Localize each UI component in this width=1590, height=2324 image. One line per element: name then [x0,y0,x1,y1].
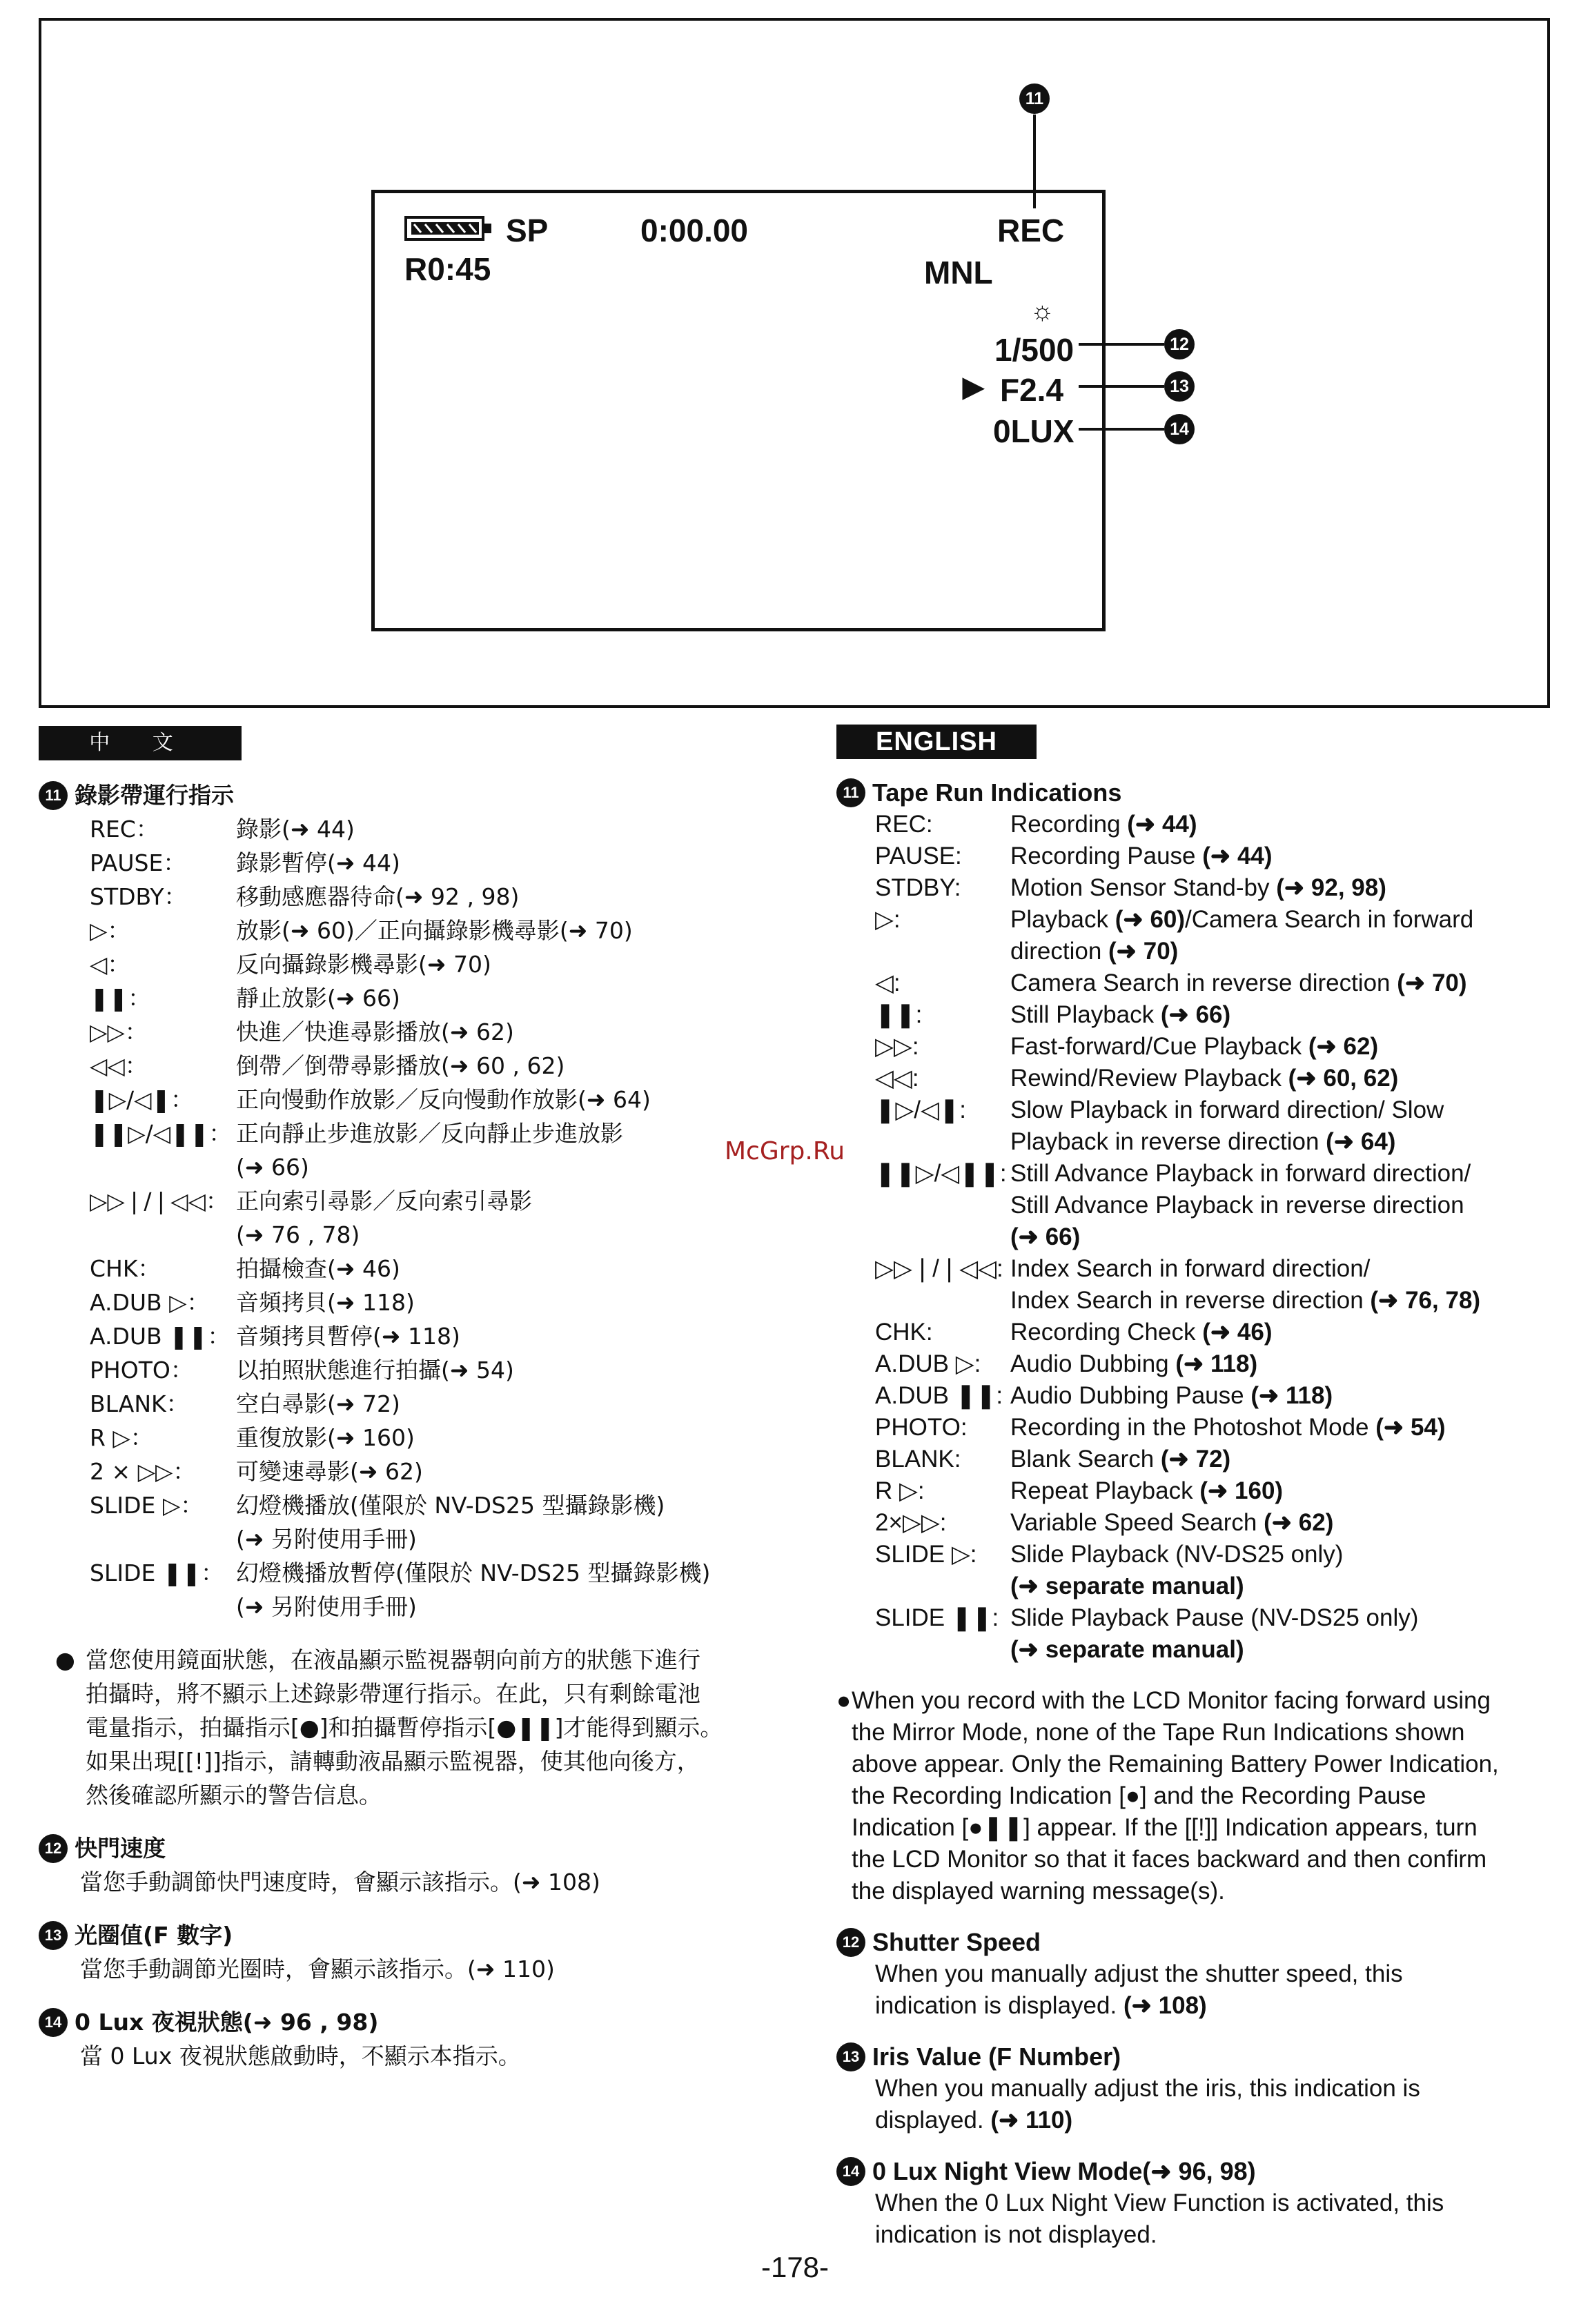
indication-label: R ▷： [90,1424,153,1451]
description-line: 音頻拷貝(➜ 118) [236,1289,415,1316]
description-line [1010,840,1568,872]
manual-mode-indicator: MNL [924,255,993,290]
indication-row [836,999,1568,1031]
page-ref: (➜ 66) [1160,1001,1231,1028]
indication-description [236,1319,791,1353]
section-number-12: 12 [39,1834,68,1863]
indication-label: SLIDE ❚❚： [90,1559,224,1586]
page-ref: (➜ 76, 78) [1370,1287,1481,1314]
en-section-11-heading: Tape Run Indications [872,778,1122,807]
description-text: Still Advance Playback in forward direction/ [1010,1160,1471,1187]
lcd-screen [371,190,1106,631]
indication-description [1010,1031,1568,1063]
description-line: 重復放影(➜ 160) [236,1424,415,1451]
english-column [836,725,1568,2251]
note-line: 然後確認所顯示的警告信息。 [86,1782,382,1809]
description-line [1010,1539,1568,1570]
description-line: 錄影(➜ 44) [236,816,355,843]
indication-row [39,914,791,947]
indication-label: 2 × ▷▷： [90,1458,196,1485]
section-number-14: 14 [836,2157,865,2186]
description-text: Still Advance Playback in reverse direction [1010,1192,1464,1219]
indication-row [39,1049,791,1083]
indication-row [836,1412,1568,1444]
description-line: 可變速尋影(➜ 62) [236,1458,423,1485]
indication-description [236,1353,791,1387]
indication-row [39,1353,791,1387]
zh-section-14-title [39,2005,791,2039]
indication-label: ❚▷/◁❚： [90,1086,194,1113]
body-line: When the 0 Lux Night View Function is activated, this [875,2189,1444,2216]
chinese-column [39,725,791,2073]
note-bullet: ● [836,1687,852,1714]
indication-row [39,1556,791,1624]
en-section-14-heading: 0 Lux Night View Mode [872,2157,1143,2185]
indication-row [39,1319,791,1353]
tape-mode-indicator: SP [506,213,549,248]
page-ref: (➜ 72) [1160,1446,1231,1473]
indication-description [1010,999,1568,1031]
indication-label: ❚❚: [875,1001,923,1028]
remaining-tape: R0:45 [404,251,491,287]
zh-section-13-title [39,1918,791,1952]
page-ref: (➜ 60) [1115,906,1186,933]
indication-label: ▷： [90,917,130,944]
description-line: (➜ 另附使用手冊) [236,1593,417,1620]
indication-label: ▷: [875,906,901,933]
indication-description [236,1488,791,1556]
leader-line-13 [1079,385,1164,388]
indication-description [236,914,791,947]
indication-label: 2×▷▷: [875,1509,947,1536]
zh-indication-list [39,812,791,1624]
note-line: above appear. Only the Remaining Battery Power Indication, [852,1751,1499,1778]
indication-label: SLIDE ▷: [875,1541,977,1568]
indication-row [39,1184,791,1252]
indication-label: ◁： [90,951,130,978]
section-number-12: 12 [836,1928,865,1957]
page-ref: (➜ 118) [1250,1382,1333,1409]
body-text: displayed. [875,2107,991,2134]
section-number-14: 14 [39,2008,68,2037]
indication-label: ❚❚▷/◁❚❚: [875,1160,1007,1187]
indication-label: PAUSE: [875,843,962,869]
page-ref: (➜ 92, 98) [1276,874,1386,901]
zh-section-12-heading: 快門速度 [75,1835,166,1862]
note-line: Indication [●❚❚] appear. If the [[!]] Indication appears, turn [852,1814,1478,1841]
description-text: Index Search in reverse direction [1010,1287,1371,1314]
indication-row [39,1387,791,1421]
zh-section-14-body: 當 0 Lux 夜視狀態啟動時，不顯示本指示。 [80,2042,521,2069]
description-line: (➜ 66) [236,1154,309,1181]
indication-description [236,1455,791,1488]
indication-label: ◁◁: [875,1065,919,1092]
indication-description [236,1083,791,1116]
watermark: McGrp.Ru [725,1137,845,1165]
description-line: 拍攝檢查(➜ 46) [236,1255,400,1282]
description-text: Recording Check [1010,1319,1203,1346]
indication-row [39,1252,791,1286]
description-text: Playback in reverse direction [1010,1128,1326,1155]
indication-row [836,1602,1568,1666]
description-text: Index Search in forward direction/ [1010,1255,1371,1282]
description-line: 快進／快進尋影播放(➜ 62) [236,1018,514,1045]
indication-description [236,880,791,914]
iris-marker-icon: ▶ [963,372,984,402]
body-text: indication is displayed. [875,1992,1123,2019]
indication-description [236,1184,791,1252]
callout-12: 12 [1164,329,1195,360]
indication-label: REC： [90,816,159,843]
english-language-tag: ENGLISH [836,725,1037,759]
indication-label: A.DUB ▷: [875,1350,981,1377]
indication-label: ▷▷❘/❘◁◁： [90,1188,228,1214]
indication-description [1010,904,1568,967]
indication-row [39,1015,791,1049]
indication-label: ◁: [875,969,901,996]
description-line: 靜止放影(➜ 66) [236,985,400,1012]
description-line: 正向慢動作放影／反向慢動作放影(➜ 64) [236,1086,651,1113]
note-line: the Mirror Mode, none of the Tape Run Indications shown [852,1719,1465,1746]
page-ref: (➜ separate manual) [1010,1636,1244,1663]
description-text: Blank Search [1010,1446,1161,1473]
indication-label: STDBY： [90,883,187,910]
page-ref: (➜ 44) [1202,843,1273,869]
note-line: the Recording Indication [●] and the Recording Pause [852,1782,1426,1809]
en-section-11-title [836,777,1568,809]
description-line [1010,1063,1568,1094]
description-line [1010,1285,1568,1317]
indication-description [1010,1253,1568,1317]
indication-row [39,1286,791,1319]
indication-row [836,1094,1568,1158]
note-bullet: ● [55,1646,75,1673]
note-line: 拍攝時，將不顯示上述錄影帶運行指示。在此，只有剩餘電池 [86,1680,700,1707]
page-ref: (➜ 62) [1264,1509,1334,1536]
indication-row [836,1475,1568,1507]
indication-description [1010,1507,1568,1539]
description-text: Recording in the Photoshot Mode [1010,1414,1376,1441]
indication-row [39,1455,791,1488]
description-line [1010,872,1568,904]
indication-row [836,1253,1568,1317]
indication-description [236,1015,791,1049]
indication-description [236,1556,791,1624]
body-line: When you manually adjust the shutter speed, this [875,1960,1403,1987]
indication-label: SLIDE ▷： [90,1492,204,1519]
zh-section-13-body: 當您手動調節光圈時，會顯示該指示。(➜ 110) [80,1956,555,1982]
section-number-13: 13 [836,2042,865,2071]
description-text: Variable Speed Search [1010,1509,1264,1536]
description-line [1010,1253,1568,1285]
indication-row [836,1031,1568,1063]
description-line: 錄影暫停(➜ 44) [236,849,400,876]
description-text: Recording Pause [1010,843,1203,869]
indication-description [236,1421,791,1455]
page-ref: (➜ 96, 98) [1142,2157,1256,2185]
indication-row [836,904,1568,967]
description-line [1010,1126,1568,1158]
page-ref: (➜ 54) [1375,1414,1446,1441]
note-line: 當您使用鏡面狀態，在液晶顯示監視器朝向前方的狀態下進行 [86,1646,700,1673]
indication-label: BLANK: [875,1446,961,1473]
indication-description [1010,809,1568,840]
battery-icon [404,215,494,242]
indication-description [236,947,791,981]
description-text: Slide Playback (NV-DS25 only) [1010,1541,1344,1568]
callout-13: 13 [1164,371,1195,402]
indication-description [1010,967,1568,999]
en-section-14-body [836,2187,1568,2251]
page-ref: (➜ 108) [1123,1992,1207,2019]
description-text: Audio Dubbing Pause [1010,1382,1251,1409]
description-line [1010,1348,1568,1380]
body-line [875,1990,1568,2022]
indication-label: A.DUB ▷： [90,1289,210,1316]
page-ref: (➜ 160) [1199,1477,1284,1504]
indication-label: BLANK： [90,1390,189,1417]
page-ref: (➜ 118) [1175,1350,1258,1377]
zh-section-11-heading: 錄影帶運行指示 [75,782,234,809]
indication-label: A.DUB ❚❚: [875,1382,1003,1409]
description-line [1010,904,1568,936]
indication-row [39,981,791,1015]
indication-label: ▷▷❘/❘◁◁: [875,1255,1003,1282]
note-line: When you record with the LCD Monitor facing forward using [852,1687,1491,1714]
description-line: (➜ 76 , 78) [236,1221,360,1248]
en-section-13-body [836,2073,1568,2136]
indication-label: PHOTO: [875,1414,968,1441]
indication-row [39,1083,791,1116]
page-ref: (➜ 64) [1326,1128,1396,1155]
zh-section-11-title [39,778,791,812]
description-line: 幻燈機播放暫停(僅限於 NV-DS25 型攝錄影機) [236,1559,711,1586]
description-line: 正向索引尋影／反向索引尋影 [236,1188,532,1214]
indication-description [1010,872,1568,904]
indication-description [1010,1539,1568,1602]
note-line: the LCD Monitor so that it faces backward and then confirm [852,1846,1487,1873]
description-line: 空白尋影(➜ 72) [236,1390,400,1417]
description-line: (➜ 另附使用手冊) [236,1526,417,1553]
indication-row [836,1380,1568,1412]
description-line: 移動感應器待命(➜ 92 , 98) [236,883,520,910]
en-section-12-title [836,1927,1568,1958]
shutter-speed-value: 1/500 [994,332,1074,368]
description-line [1010,1094,1568,1126]
indication-description [236,1049,791,1083]
en-mirror-mode-note [836,1685,1568,1907]
indication-label: CHK: [875,1319,933,1346]
description-line: 音頻拷貝暫停(➜ 118) [236,1323,460,1350]
indication-label: SLIDE ❚❚: [875,1604,999,1631]
indication-description [1010,1317,1568,1348]
indication-description [236,812,791,846]
indication-description [236,1387,791,1421]
indication-row [836,840,1568,872]
indication-row [39,1116,791,1184]
description-line [1010,999,1568,1031]
page-ref: (➜ 60, 62) [1288,1065,1399,1092]
leader-line-14 [1079,428,1164,431]
indication-label: PHOTO： [90,1357,193,1383]
en-section-14-title [836,2156,1568,2187]
callout-14: 14 [1164,414,1195,444]
indication-row [836,1348,1568,1380]
description-line [1010,1317,1568,1348]
indication-row [836,1317,1568,1348]
indication-row [836,1444,1568,1475]
indication-description [1010,1412,1568,1444]
zh-section-13-heading: 光圈值(F 數字) [75,1922,233,1949]
page-ref: (➜ 70) [1108,938,1179,965]
indication-row [39,947,791,981]
description-line [1010,1380,1568,1412]
description-line: 正向靜止步進放影／反向靜止步進放影 [236,1120,623,1147]
section-number-13: 13 [39,1921,68,1950]
section-number-11: 11 [836,778,865,807]
en-section-13-title [836,2041,1568,2073]
indication-description [236,981,791,1015]
indication-row [836,1158,1568,1253]
description-line: 倒帶／倒帶尋影播放(➜ 60 , 62) [236,1052,565,1079]
en-section-12-heading: Shutter Speed [872,1928,1041,1956]
description-line: 反向攝錄影機尋影(➜ 70) [236,951,491,978]
description-line: 放影(➜ 60)／正向攝錄影機尋影(➜ 70) [236,917,633,944]
description-line: 幻燈機播放(僅限於 NV-DS25 型攝錄影機) [236,1492,665,1519]
indication-label: ❚▷/◁❚: [875,1096,966,1123]
description-text: Playback [1010,906,1115,933]
page-ref: (➜ 46) [1202,1319,1273,1346]
body-line [875,2105,1568,2136]
indication-description [1010,1475,1568,1507]
indication-label: ▷▷： [90,1018,148,1045]
page-ref: (➜ 66) [1010,1223,1081,1250]
indication-row [836,1063,1568,1094]
indication-row [39,846,791,880]
description-text: Audio Dubbing [1010,1350,1176,1377]
light-icon: ☼ [1030,297,1054,326]
description-line: 以拍照狀態進行拍攝(➜ 54) [236,1357,514,1383]
indication-label: STDBY: [875,874,961,901]
indication-label: A.DUB ❚❚： [90,1323,230,1350]
description-text: Camera Search in reverse direction [1010,969,1397,996]
indication-label: R ▷: [875,1477,925,1504]
indication-label: CHK： [90,1255,161,1282]
description-line [1010,1031,1568,1063]
page-number: -178- [760,2251,830,2283]
indication-description [236,1252,791,1286]
indication-description [236,1116,791,1184]
description-line [1010,936,1568,967]
lux-indicator: 0LUX [993,413,1074,449]
indication-label: PAUSE： [90,849,186,876]
note-line: 如果出現[[!]]指示，請轉動液晶顯示監視器，使其他向後方， [86,1748,700,1775]
indication-description [236,1286,791,1319]
indication-description [1010,1380,1568,1412]
page-ref: (➜ 44) [1127,811,1197,838]
description-text: Recording [1010,811,1128,838]
indication-row [836,967,1568,999]
indication-description [1010,1348,1568,1380]
indication-description [1010,840,1568,872]
indication-row [39,1488,791,1556]
page-ref: (➜ 110) [990,2107,1073,2134]
iris-value: F2.4 [1000,372,1064,408]
indication-row [836,809,1568,840]
en-indication-list [836,809,1568,1666]
page-ref: (➜ 70) [1397,969,1467,996]
body-line: indication is not displayed. [875,2221,1157,2248]
description-line [1010,1444,1568,1475]
rec-indicator: REC [997,213,1065,248]
callout-11: 11 [1019,83,1050,114]
description-line [1010,1158,1568,1190]
page-ref: (➜ 62) [1308,1033,1379,1060]
description-text: direction [1010,938,1109,965]
indication-description [236,846,791,880]
en-section-13-heading: Iris Value (F Number) [872,2042,1121,2071]
indication-label: ▷▷: [875,1033,919,1060]
chinese-language-tag: 中 文 [39,726,242,760]
description-text: Slow Playback in forward direction/ Slow [1010,1096,1444,1123]
indication-row [836,1507,1568,1539]
page-ref: (➜ separate manual) [1010,1573,1244,1599]
note-line: the displayed warning message(s). [852,1878,1225,1904]
description-line [1010,1602,1568,1634]
indication-row [39,812,791,846]
description-text: /Camera Search in forward [1185,906,1474,933]
zh-section-12-body: 當您手動調節快門速度時，會顯示該指示。(➜ 108) [80,1869,600,1895]
body-line: When you manually adjust the iris, this indication is [875,2075,1420,2102]
description-text: Still Playback [1010,1001,1161,1028]
description-text: Repeat Playback [1010,1477,1200,1504]
indication-label: ❚❚▷/◁❚❚： [90,1120,232,1147]
zh-section-14-heading: 0 Lux 夜視狀態(➜ 96 , 98) [75,2009,379,2036]
description-text: Rewind/Review Playback [1010,1065,1288,1092]
zh-section-12-title [39,1831,791,1865]
en-section-12-body [836,1958,1568,2022]
indication-row [39,1421,791,1455]
description-line [1010,1190,1568,1221]
indication-label: REC: [875,811,933,838]
indication-label: ◁◁： [90,1052,148,1079]
description-line [1010,809,1568,840]
description-text: Fast-forward/Cue Playback [1010,1033,1308,1060]
indication-row [39,880,791,914]
description-line [1010,1475,1568,1507]
indication-row [836,872,1568,904]
indication-description [1010,1444,1568,1475]
indication-label: ❚❚： [90,985,151,1012]
description-text: Motion Sensor Stand-by [1010,874,1277,901]
time-code: 0:00.00 [640,213,749,248]
section-number-11: 11 [39,781,68,810]
description-text: Slide Playback Pause (NV-DS25 only) [1010,1604,1419,1631]
indication-description [1010,1063,1568,1094]
indication-description [1010,1602,1568,1666]
leader-line-12 [1079,343,1164,346]
zh-mirror-mode-note [39,1643,791,1812]
description-line [1010,967,1568,999]
indication-row [836,1539,1568,1602]
indication-description [1010,1158,1568,1253]
indication-description [1010,1094,1568,1158]
note-line: 電量指示，拍攝指示[●]和拍攝暫停指示[●❚❚]才能得到顯示。 [86,1714,723,1741]
description-line [1010,1507,1568,1539]
description-line [1010,1412,1568,1444]
